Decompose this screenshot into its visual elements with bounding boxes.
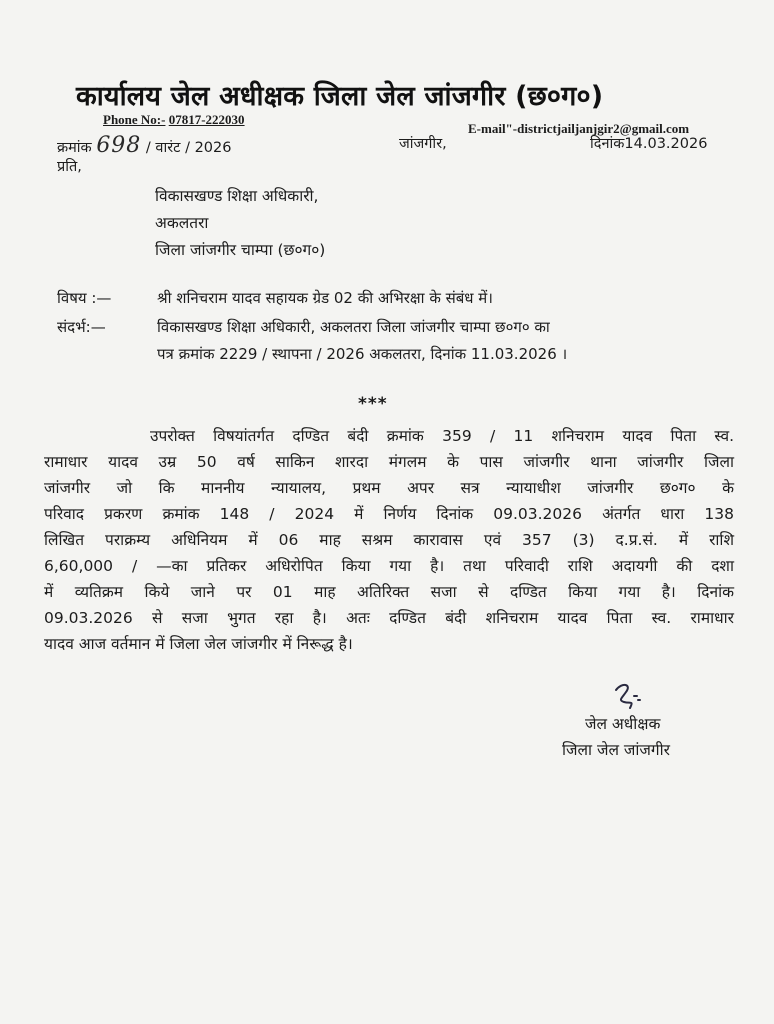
- reference-text-line-1: विकासखण्ड शिक्षा अधिकारी, अकलतरा जिला जांजगीर चाम्पा छ०ग० का: [157, 318, 550, 336]
- subject-text: श्री शनिचराम यादव सहायक ग्रेड 02 की अभिरक्षा के संबंध में।: [157, 289, 493, 307]
- phone-label: Phone No:-: [103, 112, 166, 127]
- body-line: उपरोक्त विषयांतर्गत दण्डित बंदी क्रमांक 359 / 11 शनिचराम यादव पिता स्व.: [150, 427, 734, 445]
- date-label: दिनांक: [590, 136, 625, 152]
- reference-label: संदर्भ:—: [57, 318, 106, 336]
- signatory-designation: जेल अधीक्षक: [585, 715, 661, 733]
- reference-suffix: / वारंट / 2026: [145, 140, 232, 156]
- body-line: जांजगीर जो कि माननीय न्यायालय, प्रथम अपर सत्र न्यायाधीश जांजगीर छ०ग० के: [44, 479, 734, 497]
- body-line: परिवाद प्रकरण क्रमांक 148 / 2024 में निर्णय दिनांक 09.03.2026 अंतर्गत धारा 138: [44, 505, 734, 523]
- email-address: E-mail"-districtjailjanjgir2@gmail.com: [468, 121, 690, 136]
- body-line: रामाधार यादव उम्र 50 वर्ष साकिन शारदा मंगलम के पास जांजगीर थाना जांजगीर जिला: [44, 453, 734, 471]
- body-line: लिखित पराक्रम्य अधिनियम में 06 माह सश्रम कारावास एवं 357 (3) द.प्र.सं. में राशि: [44, 531, 734, 549]
- phone-number: 07817-222030: [168, 112, 245, 127]
- signatory-office: जिला जेल जांजगीर: [562, 741, 671, 759]
- body-line: यादव आज वर्तमान में जिला जेल जांजगीर में निरूद्ध है।: [44, 635, 353, 653]
- reference-number: [57, 133, 231, 158]
- reference-text-line-2: पत्र क्रमांक 2229 / स्थापना / 2026 अकलतरा, दिनांक 11.03.2026 ।: [157, 345, 568, 363]
- reference-prefix: क्रमांक: [57, 140, 92, 156]
- body-line: 6,60,000 / —का प्रतिकर अधिरोपित किया गया है। तथा परिवादी राशि अदायगी की दशा: [44, 557, 734, 575]
- body-line: में व्यतिक्रम किये जाने पर 01 माह अतिरिक्त सजा से दण्डित किया गया है। दिनांक: [44, 583, 734, 601]
- date-value: 14.03.2026: [624, 136, 708, 152]
- phone-info: [103, 112, 245, 128]
- letter-date: [590, 133, 707, 153]
- addressee-line-3: जिला जांजगीर चाम्पा (छ०ग०): [155, 241, 326, 259]
- addressee-line-1: विकासखण्ड शिक्षा अधिकारी,: [155, 187, 319, 205]
- subject-label: विषय :—: [57, 289, 112, 307]
- salutation-prati: प्रति,: [57, 159, 82, 175]
- place-name: जांजगीर,: [399, 136, 447, 152]
- separator-stars: ***: [358, 394, 388, 414]
- body-line: 09.03.2026 से सजा भुगत रहा है। अतः दण्डित बंदी शनिचराम यादव पिता स्व. रामाधार: [44, 609, 734, 627]
- office-title: कार्यालय जेल अधीक्षक जिला जेल जांजगीर (छ०ग०): [76, 81, 604, 112]
- addressee-line-2: अकलतरा: [155, 214, 209, 232]
- reference-handwritten-number: 698: [96, 133, 142, 158]
